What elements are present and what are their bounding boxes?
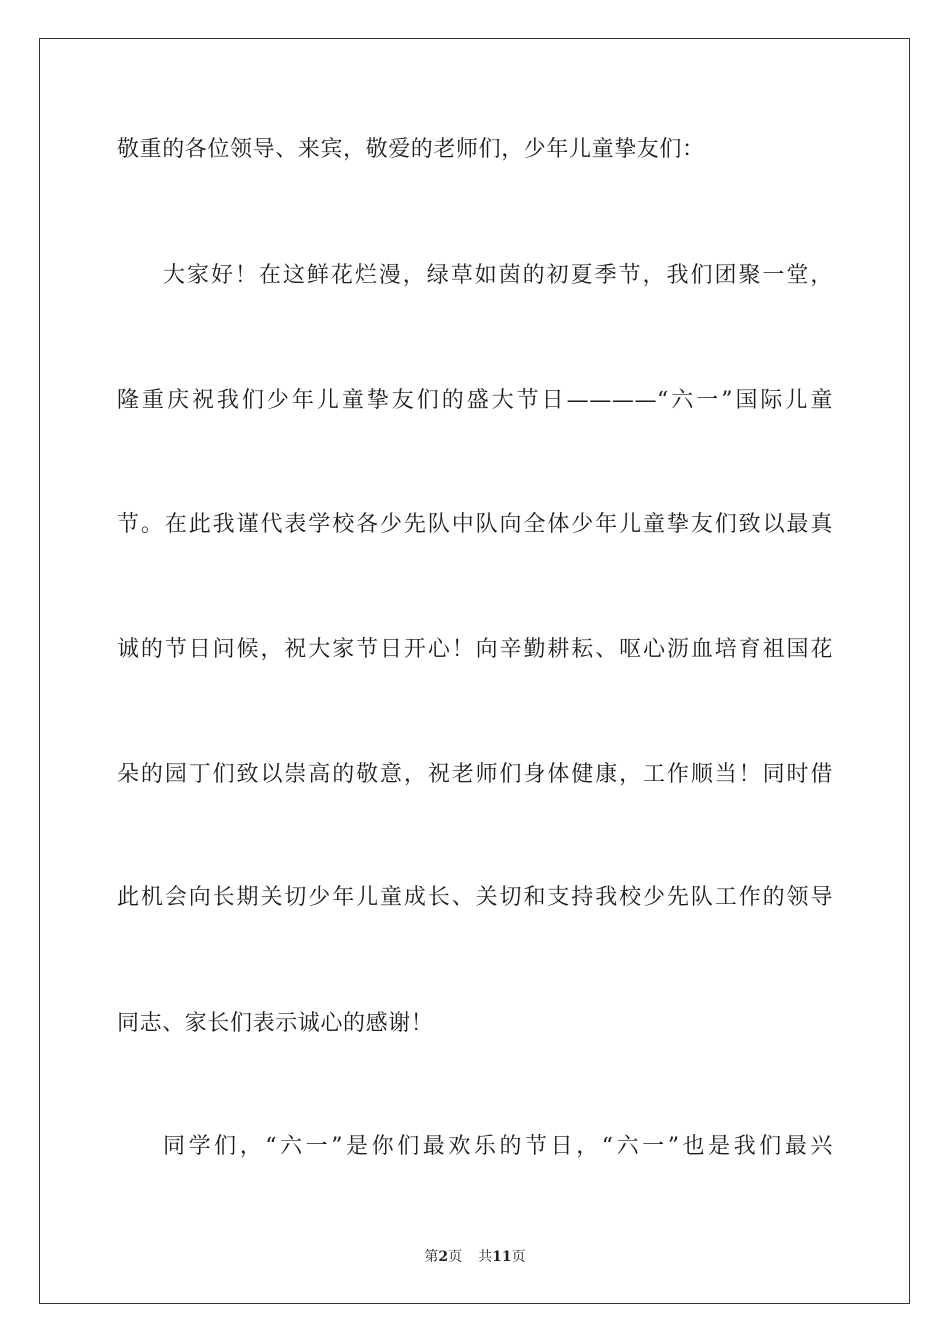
paragraph-line: 同志、家长们表示诚心的感谢！ [117,1011,434,1036]
paragraph-line: 此机会向长期关切少年儿童成长、关切和支持我校少先队工作的领导 [117,885,833,910]
paragraph-line: 诚的节日问候，祝大家节日开心！向辛勤耕耘、呕心沥血培育祖国花 [117,637,833,662]
paragraph-line: 节。在此我谨代表学校各少先队中队向全体少年儿童挚友们致以最真 [117,512,833,537]
total-pages: 11 [492,1249,512,1265]
paragraph-line: 大家好！在这鲜花烂漫，绿草如茵的初夏季节，我们团聚一堂， [163,263,833,288]
paragraph-line: 同学们，“六一”是你们最欢乐的节日，“六一”也是我们最兴 [163,1134,833,1159]
page-suffix: 页 [448,1249,463,1265]
paragraph-line: 隆重庆祝我们少年儿童挚友们的盛大节日————“六一”国际儿童 [117,388,833,413]
page-footer [0,1248,950,1266]
page-prefix: 第 [424,1249,439,1265]
page-frame [39,38,910,1304]
total-suffix: 页 [511,1249,526,1265]
page-number: 2 [438,1249,449,1265]
total-prefix: 共 [478,1249,493,1265]
paragraph-line: 朵的园丁们致以崇高的敬意，祝老师们身体健康，工作顺当！同时借 [117,762,833,787]
salutation-line: 敬重的各位领导、来宾，敬爱的老师们，少年儿童挚友们： [117,137,705,162]
